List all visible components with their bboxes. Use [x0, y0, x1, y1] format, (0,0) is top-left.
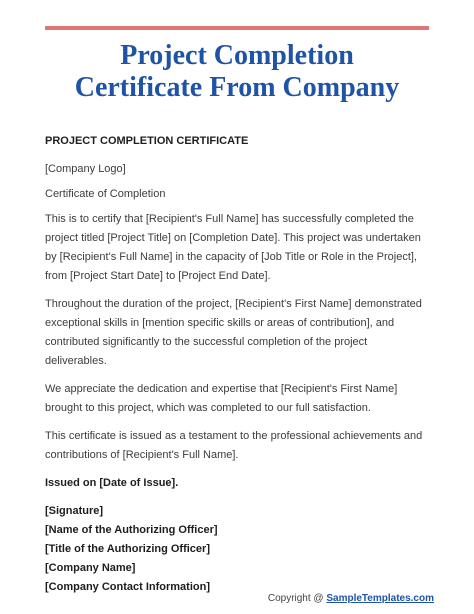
officer-name-line: [Name of the Authorizing Officer] [45, 524, 218, 536]
company-name-line: [Company Name] [45, 562, 136, 574]
top-divider [45, 26, 429, 30]
paragraph-1: This is to certify that [Recipient's Full Name] has successfully completed the project titled [Project Title] on [Completion Date]. This project was undertaken by [Recipient's Full Name] in the capacity of [Job Title or Role in the Project], from [Project Start Date] to [Project End Date]. [45, 213, 421, 282]
certificate-subheading: Certificate of Completion [45, 188, 166, 200]
logo-placeholder: [Company Logo] [45, 163, 126, 175]
title-line-2: Certificate From Company [74, 72, 400, 103]
paragraph-4: This certificate is issued as a testament to the professional achievements and contributions of [Recipient's Full Name]. [45, 430, 423, 461]
title-line-1: Project Completion [120, 40, 354, 71]
paragraph-3: We appreciate the dedication and expertise that [Recipient's First Name] brought to this project, which was completed to our full satisfaction. [45, 383, 398, 414]
paragraph-2: Throughout the duration of the project, [Recipient's First Name] demonstrated exceptional skills in [mention specific skills or areas of contribution], and contributed significantly to the successful completion of the project deliverables. [45, 298, 422, 367]
site-link[interactable]: SampleTemplates.com [326, 593, 434, 604]
copyright-text: Copyright @ [267, 593, 327, 604]
page-title [0, 40, 474, 104]
signature-line: [Signature] [45, 505, 104, 517]
footer-copyright [0, 592, 434, 606]
certificate-body [45, 132, 431, 597]
certificate-heading: PROJECT COMPLETION CERTIFICATE [45, 135, 249, 147]
signature-block [45, 502, 431, 597]
officer-title-line: [Title of the Authorizing Officer] [45, 543, 210, 555]
company-contact-line: [Company Contact Information] [45, 581, 210, 593]
issued-on: Issued on [Date of Issue]. [45, 477, 179, 489]
